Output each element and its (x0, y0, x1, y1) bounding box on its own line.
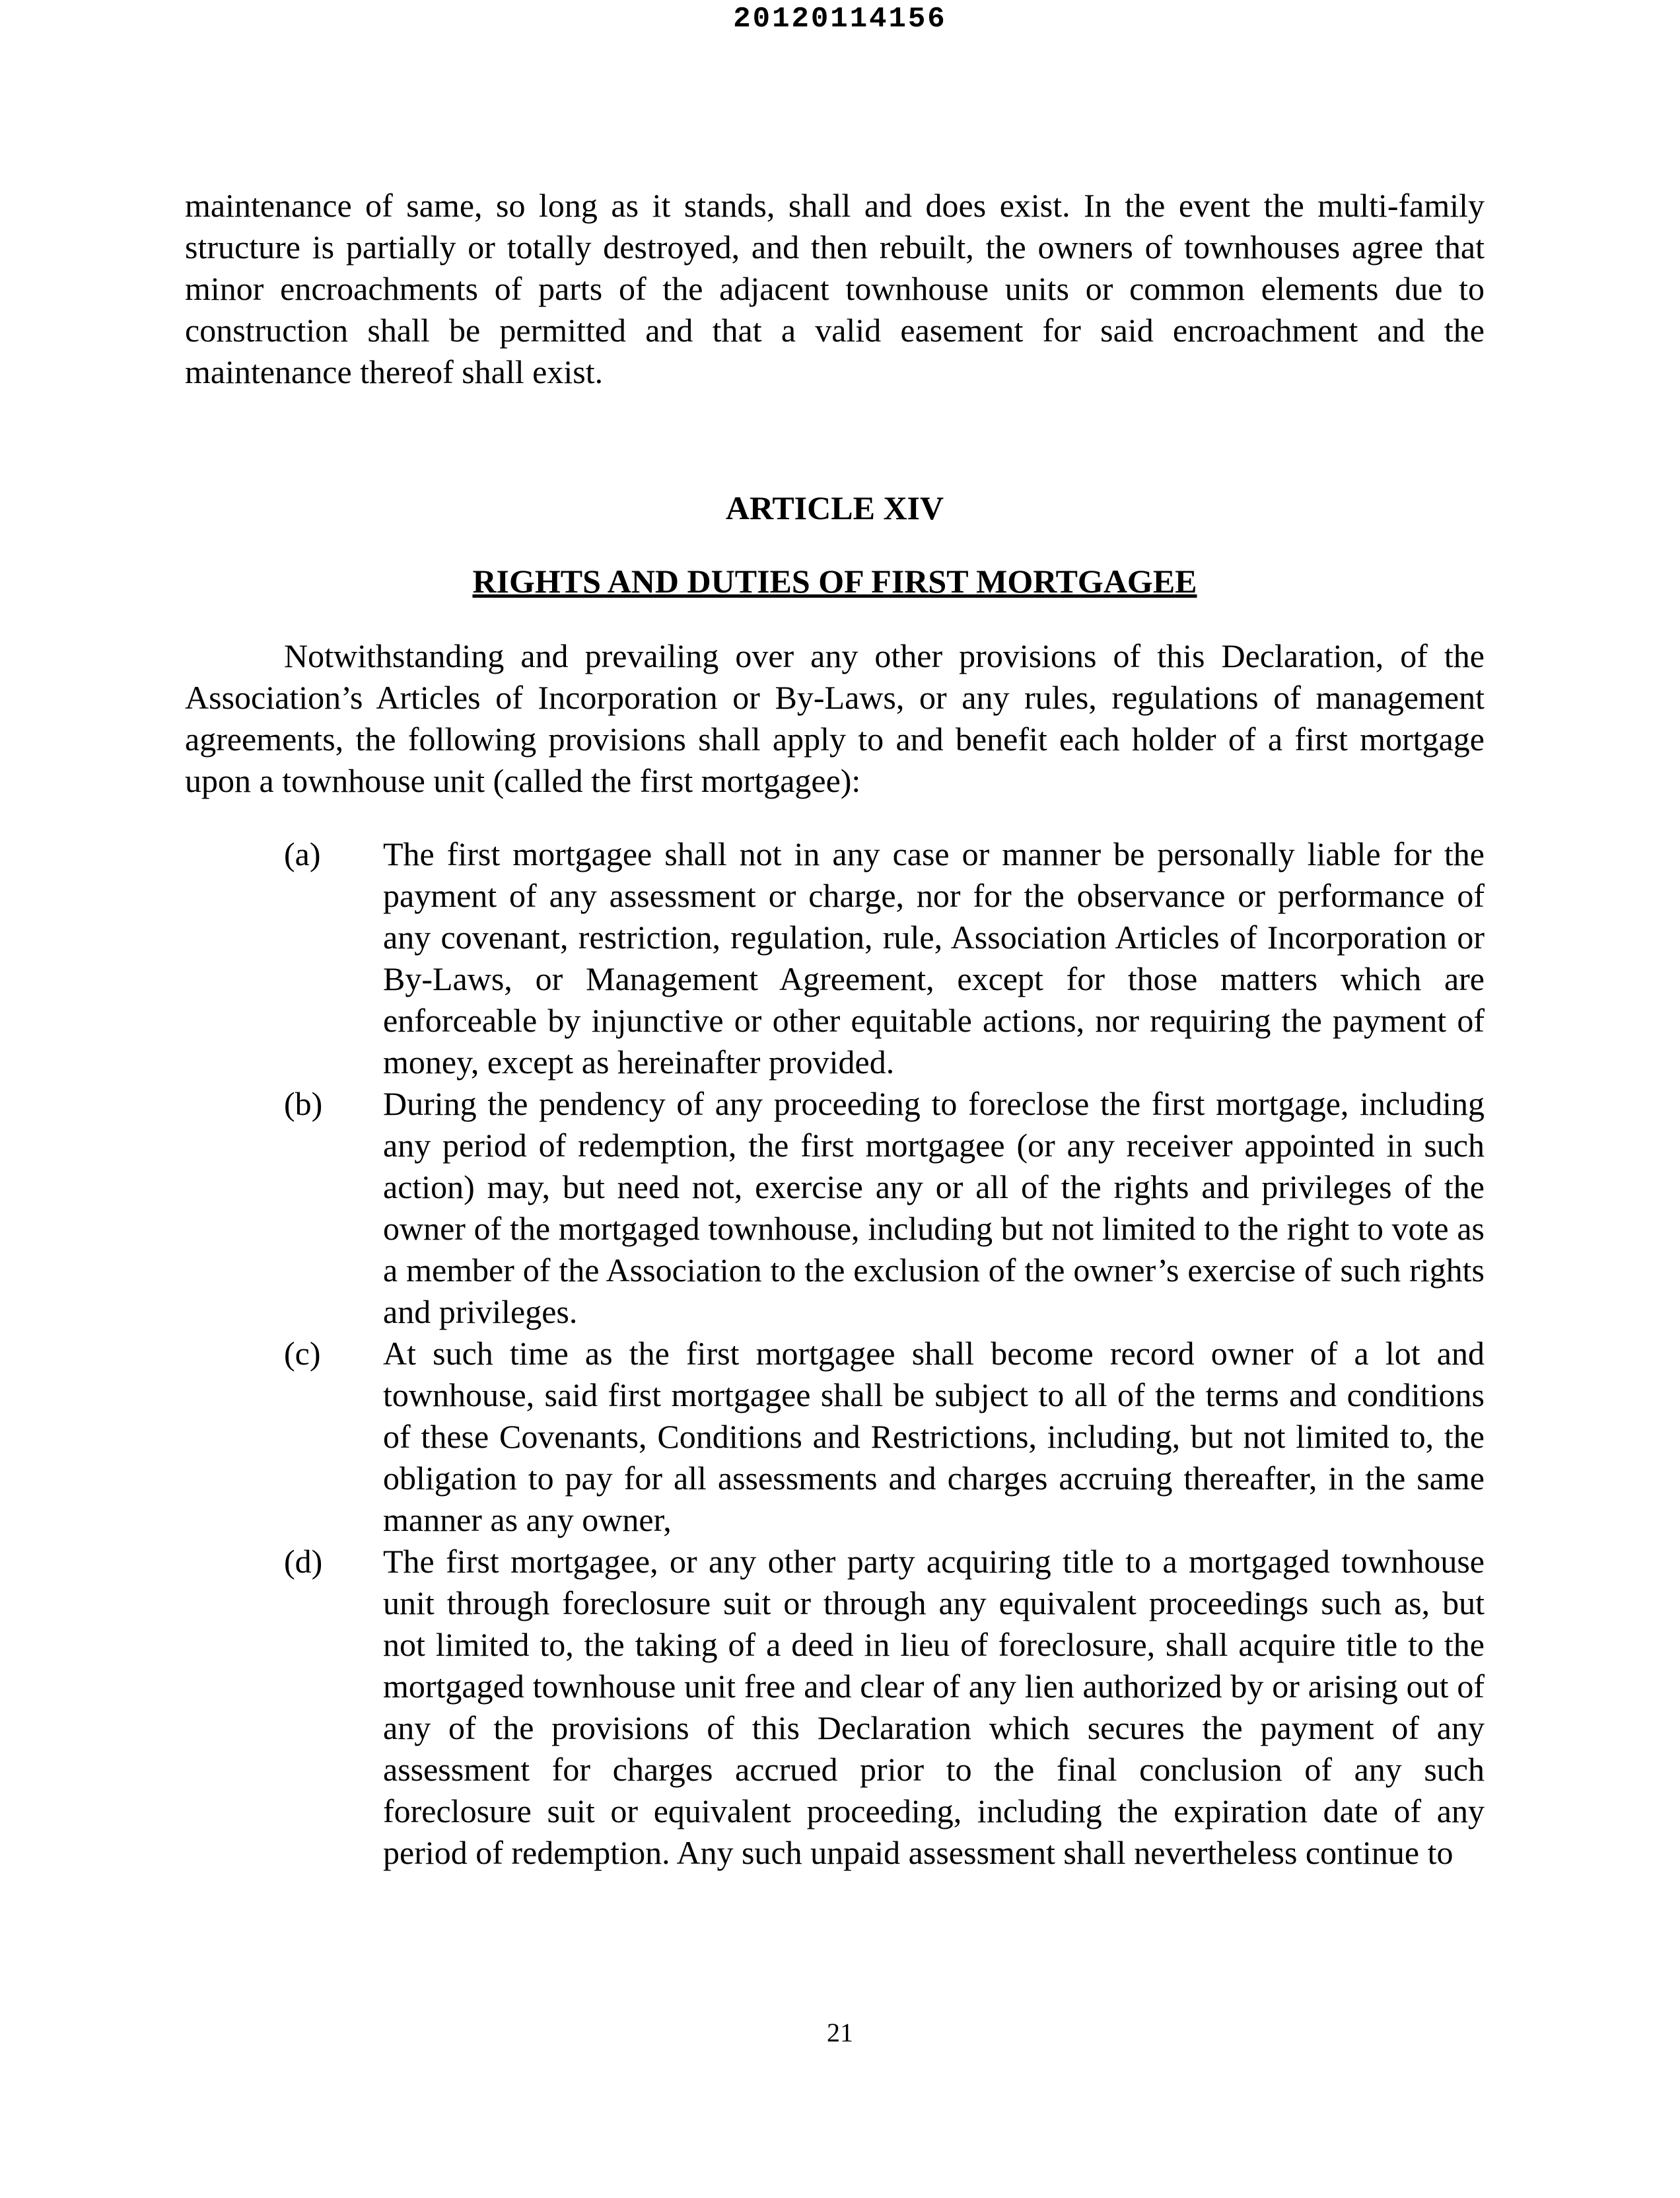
document-number: 20120114156 (733, 3, 947, 36)
provision-item-c (185, 1333, 1485, 1541)
article-title: RIGHTS AND DUTIES OF FIRST MORTGAGEE (472, 563, 1197, 600)
provision-item-a (185, 833, 1485, 1083)
provision-text: At such time as the first mortgagee shall become record owner of a lot and townhouse, said first mortgagee shall be subject to all of the terms and conditions of these Covenants, Conditions and Restrictions, including, but not limited to, the obligation to pay for all assessments and charges accruing thereafter, in the same manner as any owner, (383, 1335, 1485, 1538)
page-number: 21 (827, 2018, 853, 2047)
provision-text: The first mortgagee, or any other party acquiring title to a mortgaged townhouse unit through foreclosure suit or through any equivalent proceedings such as, but not limited to, the taking of a deed in lieu of foreclosure, shall acquire title to the mortgaged townhouse unit free and clear of any lien authorized by or arising out of any of the provisions of this Declaration which secures the payment of any assessment for charges accrued prior to the final conclusion of any such foreclosure suit or equivalent proceeding, including the expiration date of any period of redemption. Any such unpaid assessment shall nevertheless continue to (383, 1543, 1485, 1871)
article-number: ARTICLE XIV (725, 489, 944, 526)
provision-label: (a) (284, 835, 321, 872)
provision-text: During the pendency of any proceeding to foreclose the first mortgage, including any period of redemption, the first mortgagee (or any receiver appointed in such action) may, but need not, exercise any or all of the rights and privileges of the owner of the mortgaged townhouse, including but not limited to the right to vote as a member of the Association to the exclusion of the owner’s exercise of such rights and privileges. (383, 1085, 1485, 1330)
document-body (185, 185, 1485, 1874)
provision-label: (d) (284, 1543, 323, 1580)
article-intro-paragraph: Notwithstanding and prevailing over any other provisions of this Declaration, of the Association’s Articles of Incorporation or By-Laws, or any rules, regulations of management agreements, the following provisions shall apply to and benefit each holder of a first mortgage upon a townhouse unit (called the first mortgagee): (185, 637, 1485, 799)
provision-label: (c) (284, 1335, 321, 1372)
provision-list (185, 833, 1485, 1874)
opening-paragraph: maintenance of same, so long as it stands, shall and does exist. In the event the multi-family structure is partially or totally destroyed, and then rebuilt, the owners of townhouses agree that minor encroachments of parts of the adjacent townhouse units or common elements due to construction shall be permitted and that a valid easement for said encroachment and the maintenance thereof shall exist. (185, 187, 1485, 390)
provision-item-b (185, 1083, 1485, 1333)
provision-text: The first mortgagee shall not in any case or manner be personally liable for the payment of any assessment or charge, nor for the observance or performance of any covenant, restriction, regulation, rule, Association Articles of Incorporation or By-Laws, or Management Agreement, except for those matters which are enforceable by injunctive or other equitable actions, nor requiring the payment of money, except as hereinafter provided. (383, 835, 1485, 1081)
provision-item-d (185, 1541, 1485, 1874)
provision-label: (b) (284, 1085, 323, 1122)
